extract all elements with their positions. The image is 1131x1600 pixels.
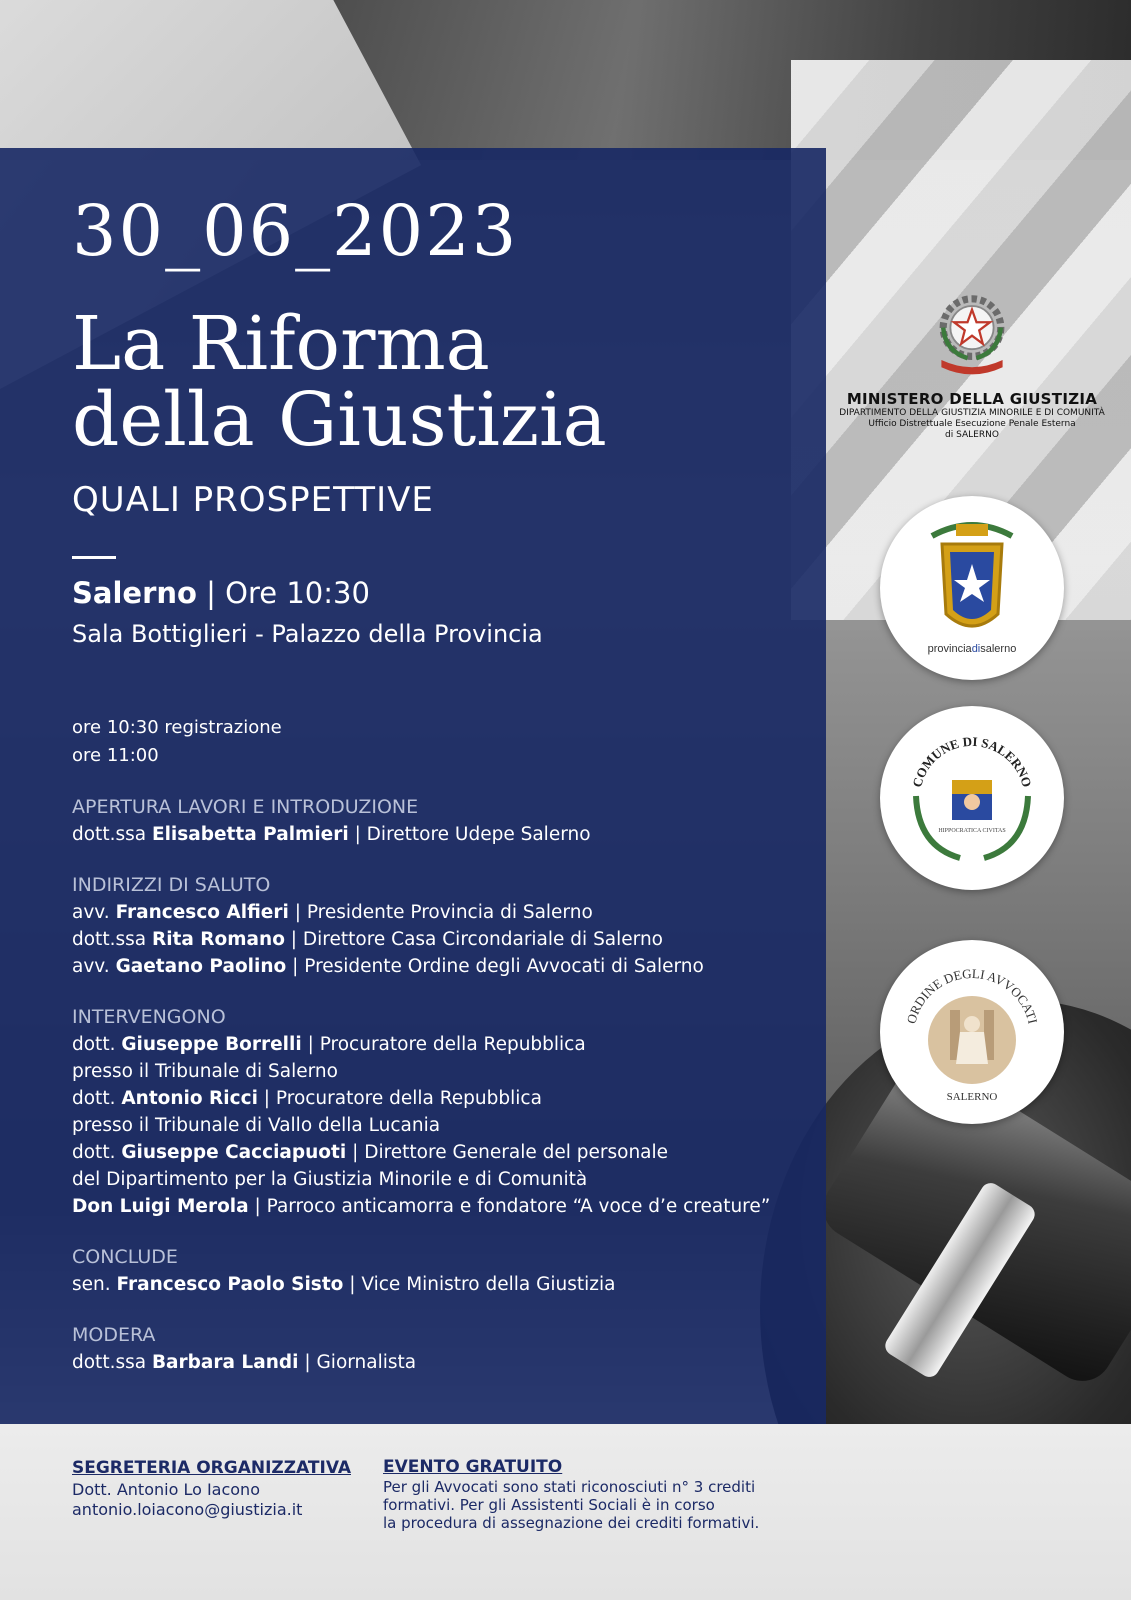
event-date: 30_06_2023	[72, 190, 519, 272]
event-city: Salerno	[72, 576, 197, 610]
speaker-line	[72, 1085, 812, 1112]
speaker-line	[72, 926, 812, 953]
event-title	[72, 301, 607, 463]
provincia-label-c: salerno	[980, 643, 1017, 655]
ministero-line-1: DIPARTIMENTO DELLA GIUSTIZIA MINORILE E DI COMUNITÀ	[839, 408, 1105, 418]
speaker-title: dott.	[72, 1088, 122, 1109]
speaker-role: | Procuratore della Repubblica	[257, 1088, 542, 1109]
speaker-title: dott.ssa	[72, 1352, 152, 1373]
ministero-line-3: di SALERNO	[945, 430, 999, 440]
provincia-logo	[880, 496, 1064, 680]
program-section	[72, 1244, 812, 1298]
provincia-label-a: provincia	[927, 643, 972, 655]
speaker-role: | Direttore Generale del personale	[346, 1142, 669, 1163]
section-title: INTERVENGONO	[72, 1006, 226, 1028]
speaker-line	[72, 1271, 812, 1298]
event-time: Ore 10:30	[225, 576, 370, 610]
speaker-title: dott.ssa	[72, 929, 152, 950]
speaker-role: | Vice Ministro della Giustizia	[343, 1274, 616, 1295]
ministero-logo	[832, 288, 1112, 441]
speaker-line	[72, 1112, 812, 1139]
speaker-name: Giuseppe Cacciapuoti	[121, 1142, 347, 1163]
title-line-1: La Riforma	[72, 301, 490, 387]
segreteria-name: Dott. Antonio Lo Iacono	[72, 1480, 260, 1499]
evento-block	[383, 1458, 803, 1532]
section-title: MODERA	[72, 1324, 156, 1346]
comune-motto: HIPPOCRATICA CIVITAS	[938, 828, 1006, 834]
speaker-title: presso il Tribunale di Vallo della Lucania	[72, 1115, 441, 1136]
speaker-role: | Presidente Ordine degli Avvocati di Salerno	[286, 956, 704, 977]
divider	[72, 556, 116, 559]
program-section	[72, 794, 812, 848]
ordine-logo	[880, 940, 1064, 1124]
speaker-role: | Procuratore della Repubblica	[301, 1034, 586, 1055]
speaker-title: avv.	[72, 902, 116, 923]
emblem-icon	[927, 288, 1017, 378]
program	[72, 794, 812, 1400]
speaker-role: | Parroco anticamorra e fondatore “A voce d’e creature”	[248, 1196, 771, 1217]
title-line-2: della Giustizia	[72, 377, 607, 463]
evento-line-2: formativi. Per gli Assistenti Sociali è in corso	[383, 1496, 715, 1514]
ordine-crest-icon	[880, 940, 1064, 1124]
schedule	[72, 714, 282, 770]
program-section	[72, 1004, 812, 1220]
comune-logo	[880, 706, 1064, 890]
speaker-name: Francesco Alfieri	[115, 902, 289, 923]
speaker-name: Barbara Landi	[151, 1352, 299, 1373]
speaker-line	[72, 821, 812, 848]
speaker-line	[72, 1349, 812, 1376]
schedule-item: ore 10:30 registrazione	[72, 717, 282, 738]
segreteria-block	[72, 1458, 351, 1520]
program-section	[72, 1322, 812, 1376]
speaker-title: dott.	[72, 1142, 122, 1163]
speaker-title: del Dipartimento per la Giustizia Minorile e di Comunità	[72, 1169, 588, 1190]
ministero-title: MINISTERO DELLA GIUSTIZIA	[846, 390, 1098, 408]
program-section	[72, 872, 812, 980]
schedule-item: ore 11:00	[72, 745, 159, 766]
svg-text:provinciadisalerno	[928, 643, 1017, 655]
event-location: Salerno | Ore 10:30	[72, 576, 370, 610]
provincia-label-b: di	[971, 643, 981, 655]
event-venue: Sala Bottiglieri - Palazzo della Provincia	[72, 620, 543, 648]
speaker-line	[72, 1139, 812, 1166]
section-title: CONCLUDE	[72, 1246, 178, 1268]
speaker-name: Antonio Ricci	[121, 1088, 258, 1109]
section-title: INDIRIZZI DI SALUTO	[72, 874, 271, 896]
speaker-role: | Direttore Casa Circondariale di Salerno	[284, 929, 663, 950]
speaker-title: avv.	[72, 956, 116, 977]
event-subtitle: QUALI PROSPETTIVE	[72, 480, 434, 520]
speaker-title: dott.ssa	[72, 824, 152, 845]
segreteria-title: SEGRETERIA ORGANIZZATIVA	[72, 1458, 351, 1478]
speaker-name: Rita Romano	[151, 929, 285, 950]
speaker-name: Gaetano Paolino	[115, 956, 287, 977]
speaker-name: Don Luigi Merola	[72, 1196, 249, 1217]
speaker-line	[72, 1193, 812, 1220]
ministero-line-2: Ufficio Distrettuale Esecuzione Penale Esterna	[868, 419, 1076, 429]
speaker-line	[72, 1058, 812, 1085]
speaker-line	[72, 1031, 812, 1058]
speaker-name: Francesco Paolo Sisto	[116, 1274, 344, 1295]
speaker-name: Giuseppe Borrelli	[121, 1034, 302, 1055]
speaker-role: | Presidente Provincia di Salerno	[288, 902, 593, 923]
evento-line-3: la procedura di assegnazione dei crediti formativi.	[383, 1514, 760, 1532]
speaker-line	[72, 1166, 812, 1193]
speaker-role: | Giornalista	[298, 1352, 417, 1373]
comune-arc-text: COMUNE DI SALERNO	[909, 733, 1035, 789]
ordine-city: SALERNO	[946, 1091, 998, 1103]
speaker-line	[72, 899, 812, 926]
provincia-crest-icon	[880, 496, 1064, 680]
speaker-title: presso il Tribunale di Salerno	[72, 1061, 338, 1082]
evento-line-1: Per gli Avvocati sono stati riconosciuti n° 3 crediti	[383, 1478, 756, 1496]
ordine-arc-text: ORDINE DEGLI AVVOCATI	[903, 965, 1041, 1026]
comune-crest-icon	[880, 706, 1064, 890]
speaker-line	[72, 953, 812, 980]
speaker-role: | Direttore Udepe Salerno	[348, 824, 591, 845]
speaker-name: Elisabetta Palmieri	[151, 824, 349, 845]
speaker-title: dott.	[72, 1034, 122, 1055]
evento-title: EVENTO GRATUITO	[383, 1457, 563, 1477]
section-title: APERTURA LAVORI E INTRODUZIONE	[72, 796, 419, 818]
segreteria-email[interactable]: antonio.loiacono@giustizia.it	[72, 1500, 303, 1519]
speaker-title: sen.	[72, 1274, 117, 1295]
event-panel	[0, 148, 826, 1424]
